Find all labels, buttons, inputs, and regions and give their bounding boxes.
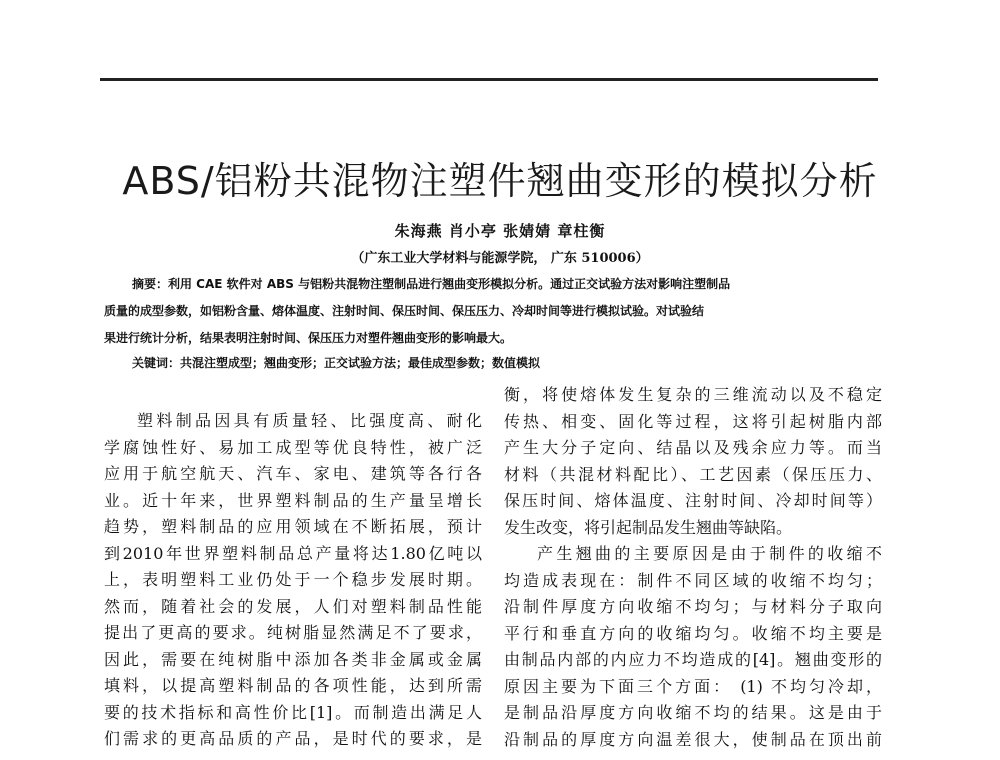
body-line: 由制品内部的内应力不均造成的[4]。翘曲变形的 — [504, 650, 882, 669]
body-line: 趋势，塑料制品的应用领域在不断拓展，预计 — [104, 517, 482, 536]
keywords: 关键词：共混注塑成型；翘曲变形；正交试验方法；最佳成型参数；数值模拟 — [132, 356, 541, 370]
paper-title: ABS/铝粉共混物注塑件翘曲变形的模拟分析 — [122, 159, 878, 203]
body-line: 因此，需要在纯树脂中添加各类非金属或金属 — [104, 649, 482, 669]
body-line: 产生大分子定向、结晶以及残余应力等。而当 — [504, 438, 882, 457]
body-line: 衡，将使熔体发生复杂的三维流动以及不稳定 — [504, 385, 882, 404]
body-line: 学腐蚀性好、易加工成型等优良特性，被广泛 — [104, 437, 482, 457]
body-line: 材料（共混材料配比）、工艺因素（保压压力、 — [504, 464, 882, 484]
body-line: 平行和垂直方向的收缩均匀。收缩不均主要是 — [504, 623, 882, 643]
body-line: 业。近十年来，世界塑料制品的生产量呈增长 — [104, 490, 482, 510]
paper-authors: 朱海燕 肖小亭 张婧婧 章柱衡 — [394, 222, 606, 240]
body-line: 然而，随着社会的发展，人们对塑料制品性能 — [104, 596, 482, 616]
abstract-line: 质量的成型参数，如铝粉含量、熔体温度、注射时间、保压时间、保压压力、冷却时间等进行模拟试验。对试验结 — [104, 304, 705, 318]
body-line: 要的技术指标和高性价比[1]。而制造出满足人 — [104, 702, 482, 722]
body-line: 塑料制品因具有质量轻、比强度高、耐化 — [137, 411, 482, 430]
body-line: 到2010年世界塑料制品总产量将达1.80亿吨以 — [104, 543, 482, 563]
body-line: 上，表明塑料工业仍处于一个稳步发展时期。 — [104, 570, 482, 589]
body-line: 发生改变，将引起制品发生翘曲等缺陷。 — [504, 517, 793, 537]
body-line: 提出了更高的要求。纯树脂显然满足不了要求， — [104, 623, 482, 642]
abstract-line: 摘要：利用 CAE 软件对 ABS 与铝粉共混物注塑制品进行翘曲变形模拟分析。通过正交试验方法对影响注塑制品 — [132, 277, 731, 291]
body-line: 产生翘曲的主要原因是由于制件的收缩不 — [537, 544, 882, 563]
body-line: 们需求的更高品质的产品，是时代的要求，是 — [104, 729, 482, 748]
body-line: 沿制件厚度方向收缩不均匀；与材料分子取向 — [504, 597, 882, 616]
paper-affiliation: （广东工业大学材料与能源学院， 广东 510006） — [351, 251, 649, 266]
body-line: 传热、相变、固化等过程，这将引起树脂内部 — [504, 411, 882, 431]
abstract-line: 果进行统计分析，结果表明注射时间、保压压力对塑件翘曲变形的影响最大。 — [104, 331, 513, 345]
body-line: 是制品沿厚度方向收缩不均的结果。这是由于 — [504, 703, 882, 722]
body-line: 保压时间、熔体温度、注射时间、冷却时间等） — [504, 491, 882, 510]
body-line: 填料，以提高塑料制品的各项性能，达到所需 — [104, 676, 482, 695]
header-rule — [100, 78, 878, 81]
body-line: 均造成表现在：制件不同区域的收缩不均匀； — [504, 570, 882, 590]
abstract — [104, 271, 876, 352]
body-line: 原因主要为下面三个方面： (1) 不均匀冷却， — [504, 676, 882, 696]
body-left-column — [104, 408, 482, 753]
body-line: 沿制品的厚度方向温差很大，使制品在顶出前 — [504, 729, 882, 749]
body-right-column — [504, 382, 882, 753]
body-line: 应用于航空航天、汽车、家电、建筑等各行各 — [104, 464, 482, 483]
